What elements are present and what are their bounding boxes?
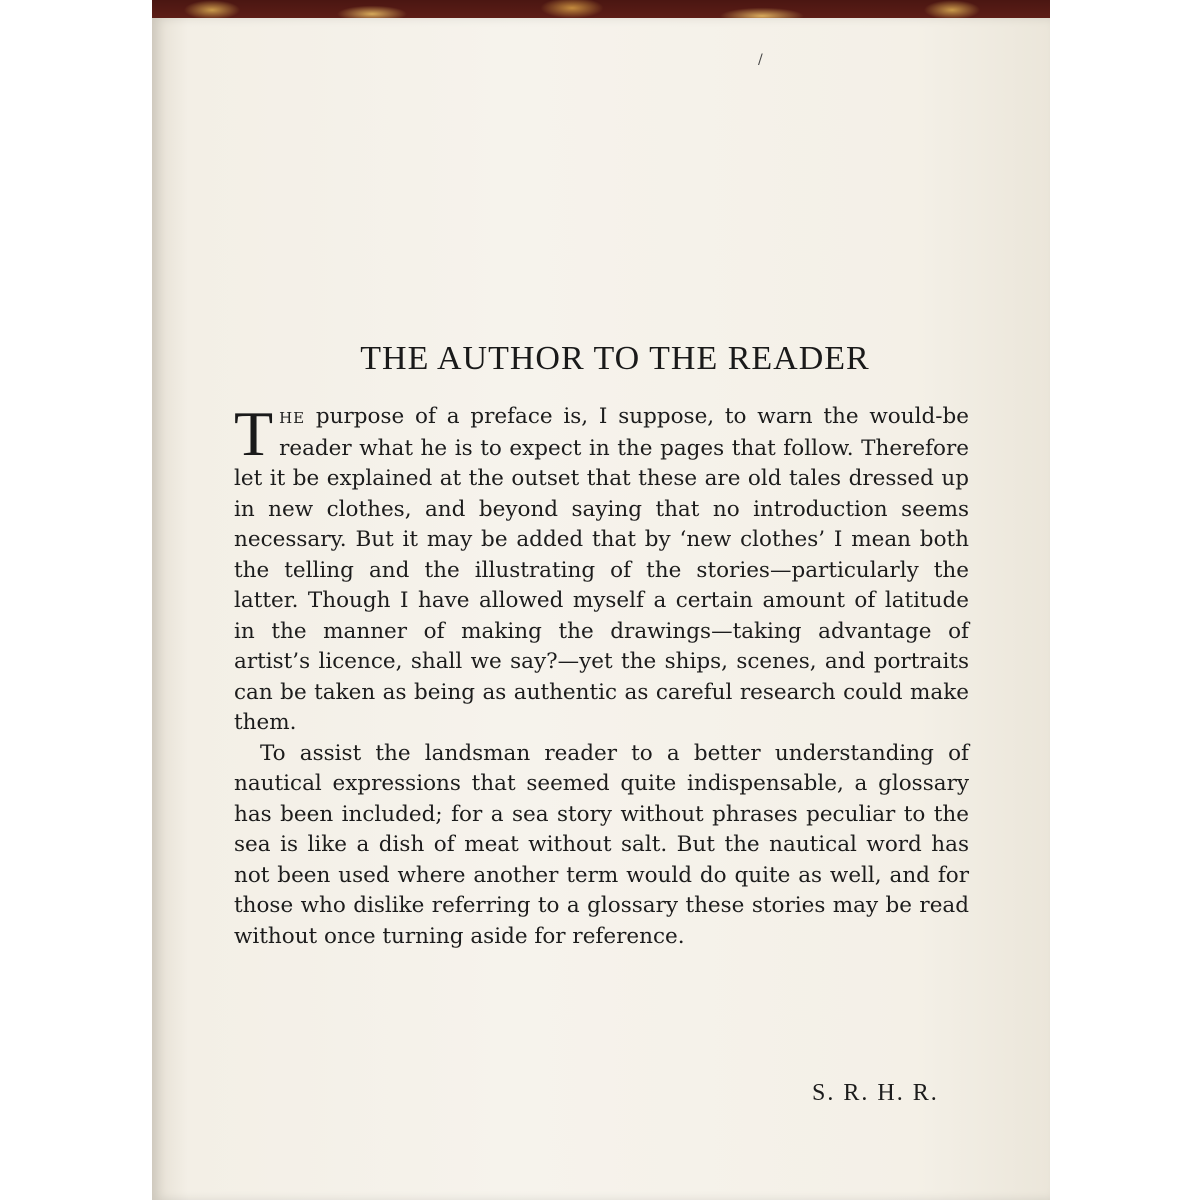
book-page <box>152 18 1050 1200</box>
drop-cap: T <box>234 398 274 469</box>
small-caps-lead: HE <box>279 409 306 427</box>
pencil-mark: / <box>758 52 763 68</box>
author-initials: S. R. H. R. <box>812 1080 939 1106</box>
preface-body <box>234 398 969 952</box>
paragraph-1-text: purpose of a preface is, I suppose, to warn the would-be reader what he is to expect in the pages that follow. Therefore let it be explained at the outset that these are old tales dressed up in new clothes, and beyond saying that no introduction seems necessary. But it may be added that by ‘new clothes’ I mean both the telling and the illustrating of the stories—particularly the latter. Though I have allowed myself a certain amount of latitude in the manner of making the drawings—taking advantage of artist’s licence, shall we say?—yet the ships, scenes, and portraits can be taken as being as authentic as careful research could make them. <box>234 404 969 735</box>
preface-paragraph-2 <box>234 739 969 953</box>
preface-paragraph-1 <box>234 398 969 739</box>
paragraph-2-text: To assist the landsman reader to a better understanding of nautical expressions that seemed quite indispensable, a glossary has been included; for a sea story without phrases peculiar to the sea is like a dish of meat without salt. But the nautical word has not been used where another term would do quite as well, and for those who dislike referring to a glossary these stories may be read without once turning aside for reference. <box>234 740 969 949</box>
page-title: THE AUTHOR TO THE READER <box>360 340 870 377</box>
